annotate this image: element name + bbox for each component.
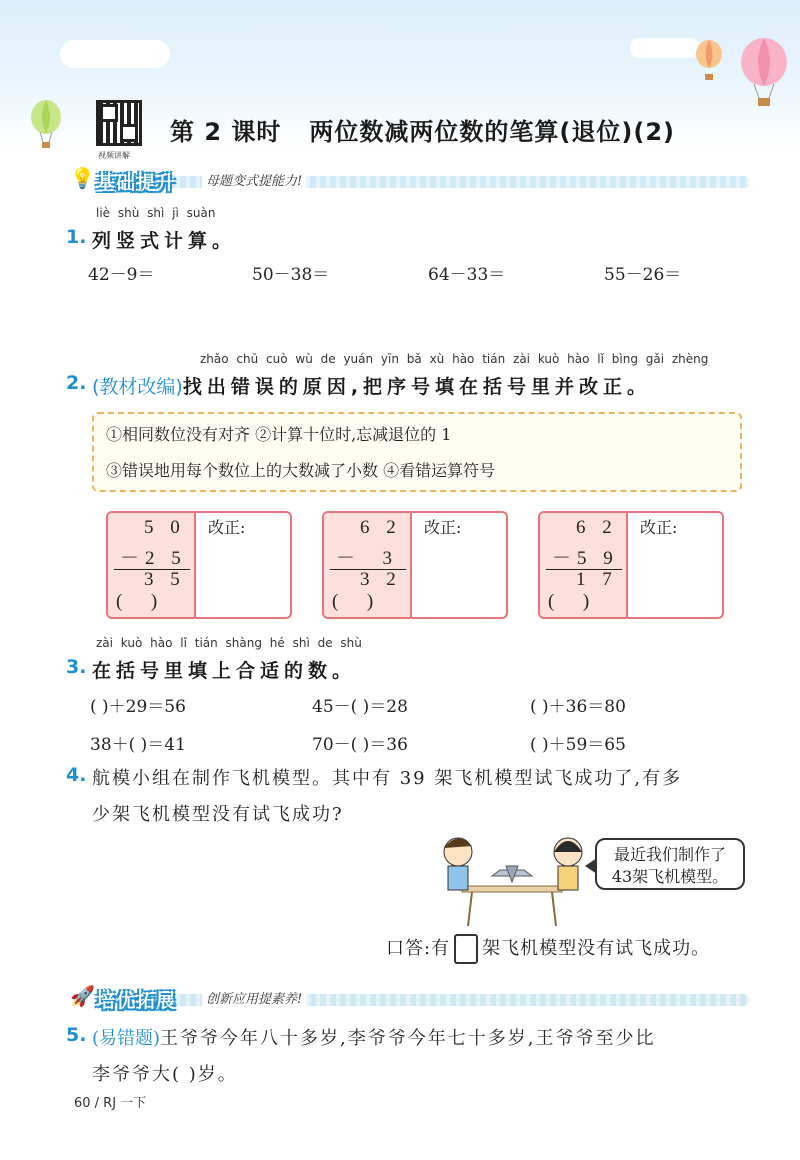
lightbulb-icon: 💡	[70, 166, 95, 190]
page-number: 60 / RJ 一下	[74, 1096, 147, 1111]
q2-pinyin: zhǎo chū cuò wù de yuán yīn bǎ xù hào tián zài kuò hào lǐ bìng gǎi zhèng	[200, 352, 709, 366]
balloon-icon	[28, 100, 64, 150]
section-basic	[70, 166, 750, 196]
q3-equation[interactable]: 70－( )＝36	[312, 735, 408, 755]
vertical-calculation	[108, 513, 196, 617]
calc-subtrahend: － 3	[336, 548, 399, 569]
calc-top: 5 0	[144, 517, 186, 538]
answer-prefix: 口答:有	[386, 938, 451, 959]
q3-number: 3.	[66, 656, 87, 678]
fix-label: 改正:	[424, 518, 462, 537]
calc-subtrahend: －5 9	[552, 548, 619, 569]
q5-text	[92, 1024, 656, 1050]
q1-text: 列竖式计算。	[92, 230, 237, 252]
answer-suffix: 架飞机模型没有试飞成功。	[482, 938, 711, 959]
q3-equation[interactable]: ( )＋59＝65	[530, 735, 626, 755]
speech-bubble	[595, 838, 745, 890]
q3-equation[interactable]: 38＋( )＝41	[90, 735, 186, 755]
section-label: 基础提升	[96, 172, 177, 194]
calc-result: 1 7	[576, 569, 618, 590]
reason-blank[interactable]: ( )	[332, 591, 374, 612]
reason-blank[interactable]: ( )	[116, 591, 158, 612]
q5-tag: (易错题)	[92, 1028, 161, 1049]
cloud-decoration	[630, 38, 700, 58]
q4-text: 少架飞机模型没有试飞成功?	[92, 804, 344, 825]
calc-top: 6 2	[360, 517, 402, 538]
q5-line[interactable]: 李爷爷大( )岁。	[92, 1064, 238, 1085]
q2-text	[92, 372, 651, 399]
q1-problem: 50－38＝	[252, 265, 330, 285]
calc-result: 3 5	[144, 569, 186, 590]
q1-problem: 55－26＝	[604, 265, 682, 285]
cloud-decoration	[60, 40, 170, 68]
q3-pinyin: zài kuò hào lǐ tián shàng hé shì de shù	[96, 636, 362, 650]
rocket-icon: 🚀	[70, 984, 95, 1008]
q5-number: 5.	[66, 1024, 87, 1046]
section-label: 培优拓展	[96, 990, 177, 1012]
q3-equation[interactable]: 45－( )＝28	[312, 697, 408, 717]
q3-equation[interactable]: ( )＋29＝56	[90, 697, 186, 717]
section-advanced	[70, 984, 750, 1014]
section-subtitle: 母题变式提能力!	[202, 170, 306, 189]
error-card	[322, 511, 508, 619]
calc-result: 3 2	[360, 569, 402, 590]
q1-number: 1.	[66, 226, 87, 248]
q1-pinyin: liè shù shì jì suàn	[96, 206, 216, 220]
fix-label: 改正:	[640, 518, 678, 537]
answer-box[interactable]	[454, 934, 478, 964]
section-subtitle: 创新应用提素养!	[202, 988, 306, 1007]
q1-problem: 42－9＝	[88, 265, 155, 285]
lesson-number: 第 2 课时	[170, 118, 282, 146]
q4-answer	[386, 934, 710, 964]
vertical-calculation	[324, 513, 412, 617]
lesson-title: 两位数减两位数的笔算(退位)(2)	[309, 118, 675, 146]
page-title	[170, 112, 675, 147]
fix-label: 改正:	[208, 518, 246, 537]
q1-problem: 64－33＝	[428, 265, 506, 285]
balloon-icon	[694, 40, 724, 82]
q4-text: 航模小组在制作飞机模型。其中有 39 架飞机模型试飞成功了,有多	[92, 768, 683, 789]
balloon-icon	[738, 38, 790, 108]
vertical-calculation	[540, 513, 628, 617]
qr-code[interactable]	[96, 100, 142, 146]
error-reasons-line: ①相同数位没有对齐 ②计算十位时,忘减退位的 1	[106, 425, 452, 444]
bubble-line: 43架飞机模型。	[611, 867, 729, 886]
error-reasons-line: ③错误地用每个数位上的大数减了小数 ④看错运算符号	[106, 461, 496, 480]
calc-top: 6 2	[576, 517, 618, 538]
q3-equation[interactable]: ( )＋36＝80	[530, 697, 626, 717]
q2-number: 2.	[66, 372, 87, 394]
qr-label: 视频讲解	[98, 151, 130, 160]
q2-instruction: 找出错误的原因,把序号填在括号里并改正。	[182, 376, 652, 398]
q3-text: 在括号里填上合适的数。	[92, 660, 357, 682]
error-card	[106, 511, 292, 619]
error-reasons-box	[92, 412, 742, 492]
q5-line: 王爷爷今年八十多岁,李爷爷今年七十多岁,王爷爷至少比	[160, 1028, 656, 1049]
q4-number: 4.	[66, 764, 87, 786]
q2-tag: (教材改编)	[92, 376, 183, 398]
children-illustration	[432, 830, 592, 930]
bubble-line: 最近我们制作了	[613, 845, 726, 864]
calc-subtrahend: －2 5	[120, 548, 187, 569]
error-card	[538, 511, 724, 619]
reason-blank[interactable]: ( )	[548, 591, 590, 612]
